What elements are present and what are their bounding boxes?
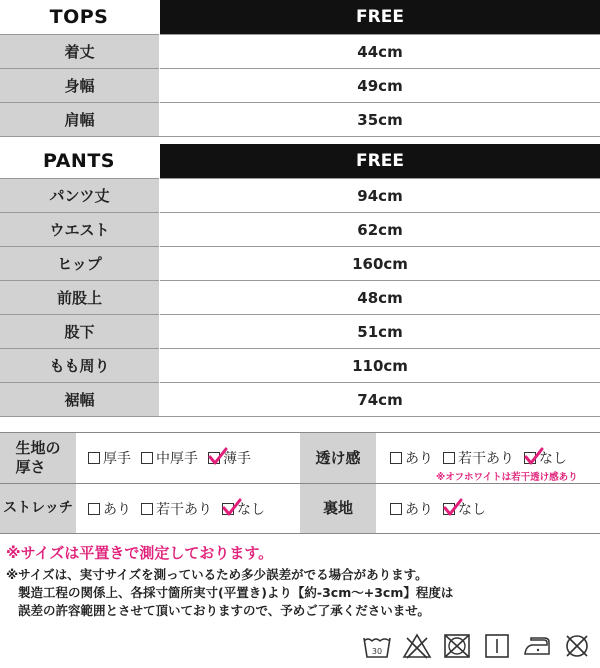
option-text: 若干あり [458, 451, 514, 467]
option-text: なし [237, 501, 265, 518]
thickness-options [88, 433, 261, 483]
tops-label: TOPS [0, 0, 158, 34]
checkbox-icon [390, 452, 402, 464]
note-line: ※サイズは、実寸サイズを測っているため多少誤差がでる場合があります。 [6, 567, 428, 582]
option-yes [390, 499, 433, 519]
row-value: 35cm [160, 102, 600, 136]
option-thick [88, 448, 131, 468]
row-label: 裾幅 [0, 382, 159, 416]
row-label: ヒップ [0, 246, 159, 280]
row-label: 股下 [0, 314, 159, 348]
row-label: 身幅 [0, 68, 159, 102]
table-row [0, 280, 600, 314]
iron-low-icon [522, 632, 552, 660]
row-value: 160cm [160, 246, 600, 280]
checkbox-icon [390, 503, 402, 515]
row-value: 44cm [160, 34, 600, 68]
table-row [0, 314, 600, 348]
option-text: なし [458, 501, 486, 518]
option-thin [208, 448, 251, 468]
wash-30-icon [362, 632, 392, 660]
row-label: ウエスト [0, 212, 159, 246]
fabric-properties-table [0, 432, 600, 534]
table-row [0, 178, 600, 212]
thickness-label-line1: 生地の [15, 439, 61, 457]
note-line: 誤差の許容範囲とさせて頂いておりますので、予めご了承くださいませ。 [18, 603, 430, 618]
no-tumble-dry-icon [442, 632, 472, 660]
table-row [0, 34, 600, 68]
option-text: あり [405, 451, 433, 467]
option-yes [390, 448, 433, 468]
note-line: 製造工程の関係上、各採寸箇所実寸(平置き)より【約-3cm〜+3cm】程度は [18, 585, 454, 600]
row-value: 74cm [160, 382, 600, 416]
row-label: 前股上 [0, 280, 159, 314]
row-value: 62cm [160, 212, 600, 246]
row-label: 着丈 [0, 34, 159, 68]
line-dry-icon [482, 632, 512, 660]
thickness-label [0, 433, 76, 483]
option-text: なし [539, 451, 567, 467]
option-text: あり [103, 501, 131, 518]
no-dry-clean-icon [562, 632, 592, 660]
table-row [0, 102, 600, 136]
row-label: もも周り [0, 348, 159, 382]
option-medium-thick [141, 448, 198, 468]
option-slightly [443, 448, 514, 468]
checkbox-icon [141, 503, 153, 515]
option-none [524, 448, 567, 468]
lining-options [390, 484, 496, 533]
option-text: 若干あり [156, 501, 212, 518]
option-slightly [141, 499, 212, 519]
checkbox-icon [88, 452, 100, 464]
stretch-options [88, 484, 275, 533]
checked-checkbox-icon [222, 503, 234, 515]
row-label: パンツ丈 [0, 178, 159, 212]
checked-checkbox-icon [208, 452, 220, 464]
thickness-label-line2: 厚さ [15, 458, 46, 476]
checkbox-icon [443, 452, 455, 464]
lining-label: 裏地 [300, 484, 376, 533]
row-value: 110cm [160, 348, 600, 382]
sheer-note: ※オフホワイトは若干透け感あり [436, 472, 578, 483]
row-label: 肩幅 [0, 102, 159, 136]
option-yes [88, 499, 131, 519]
option-text: 中厚手 [156, 451, 198, 467]
option-text: あり [405, 501, 433, 518]
notes-block [6, 566, 453, 620]
pants-label: PANTS [0, 144, 158, 178]
table-row [0, 212, 600, 246]
option-text: 厚手 [103, 451, 131, 467]
row-value: 49cm [160, 68, 600, 102]
table-row [0, 68, 600, 102]
divider [0, 136, 600, 137]
checkbox-icon [88, 503, 100, 515]
option-none [222, 499, 265, 519]
checked-checkbox-icon [524, 452, 536, 464]
checkbox-icon [141, 452, 153, 464]
table-row [0, 382, 600, 416]
sheer-label: 透け感 [300, 433, 376, 483]
row-value: 48cm [160, 280, 600, 314]
divider [0, 416, 600, 417]
option-none [443, 499, 486, 519]
stretch-label: ストレッチ [0, 484, 76, 533]
care-icons [362, 632, 592, 660]
checked-checkbox-icon [443, 503, 455, 515]
row-value: 51cm [160, 314, 600, 348]
option-text: 薄手 [223, 451, 251, 467]
table-row [0, 246, 600, 280]
measurement-warning: ※サイズは平置きで測定しております。 [6, 544, 274, 562]
row-value: 94cm [160, 178, 600, 212]
table-row [0, 348, 600, 382]
wash-temp-text: 30 [371, 647, 383, 656]
tops-size-header: FREE [160, 0, 600, 34]
pants-size-header: FREE [160, 144, 600, 178]
no-bleach-icon [402, 632, 432, 660]
